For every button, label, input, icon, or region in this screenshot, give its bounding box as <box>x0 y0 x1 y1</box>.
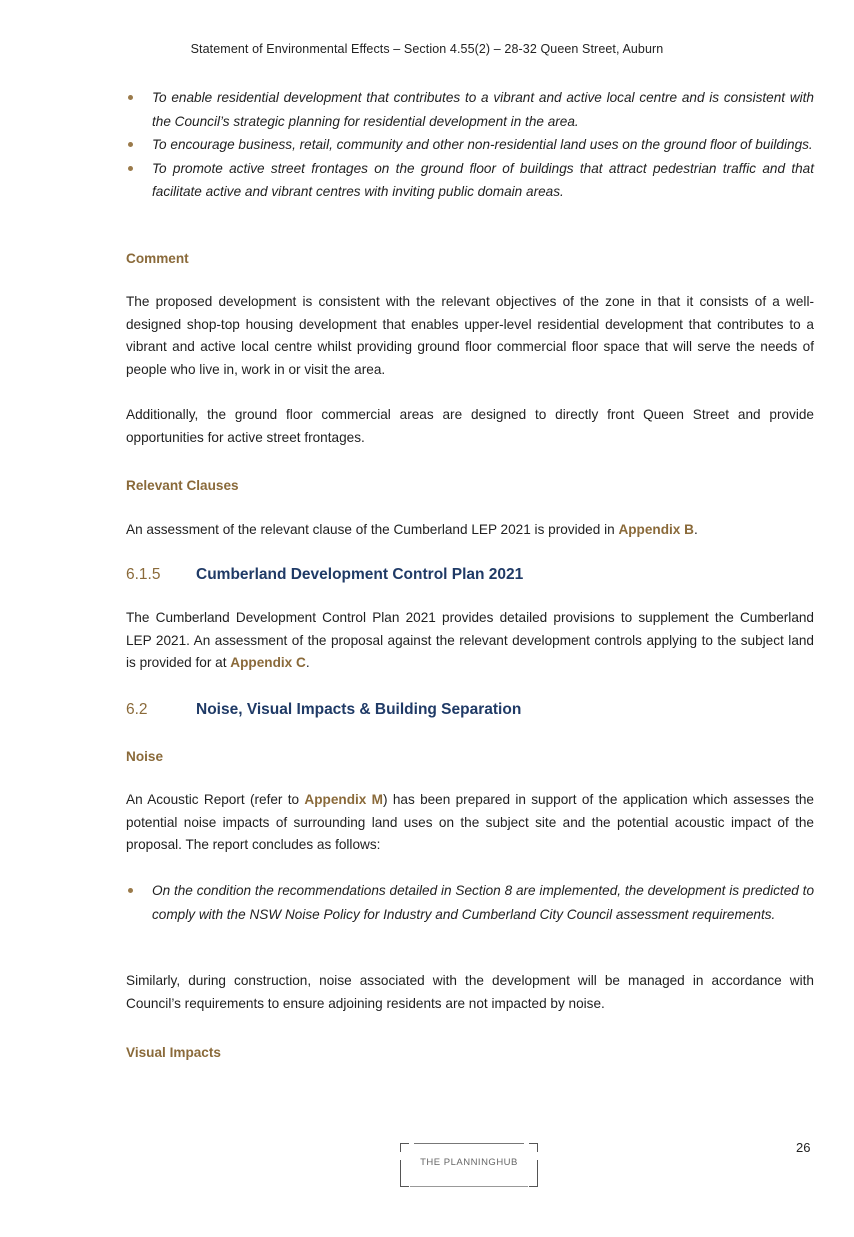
appendix-c-link[interactable]: Appendix C <box>230 655 306 670</box>
comment-paragraph: The proposed development is consistent with the relevant objectives of the zone in that it consists of a well-designed shop-top housing development that enables upper-level residential development that contributes to a vibrant and active local centre whilst providing ground floor commercial floor space that will serve the needs of people who live in, work in or visit the area. <box>126 294 814 377</box>
section-heading-6-1-5 <box>126 566 523 584</box>
bullet-icon <box>128 888 133 893</box>
list-item: To promote active street frontages on the ground floor of buildings that attract pedestrian traffic and that facilitate active and vibrant centres with inviting public domain areas. <box>126 157 814 204</box>
bullet-icon <box>128 142 133 147</box>
appendix-b-link[interactable]: Appendix B <box>618 522 694 537</box>
noise-heading: Noise <box>126 749 164 764</box>
section-heading-6-2 <box>126 701 521 719</box>
noise-paragraph: An Acoustic Report (refer to Appendix M) has been prepared in support of the application which assesses the potential noise impacts of surrounding land uses on the subject site and the potential acoustic impact of the proposal. The report concludes as follows: <box>126 792 814 852</box>
planninghub-logo <box>400 1143 538 1187</box>
relevant-clauses-paragraph: An assessment of the relevant clause of the Cumberland LEP 2021 is provided in Appendix B. <box>126 522 698 537</box>
comment-paragraph-2: Additionally, the ground floor commercial areas are designed to directly front Queen Street and provide opportunities for active street frontages. <box>126 407 814 445</box>
bullet-icon <box>128 166 133 171</box>
comment-heading: Comment <box>126 251 189 266</box>
section-number: 6.2 <box>126 701 148 718</box>
list-item: To encourage business, retail, community and other non-residential land uses on the ground floor of buildings. <box>126 133 814 157</box>
noise-quote-list <box>126 879 814 926</box>
dcp-paragraph: The Cumberland Development Control Plan 2021 provides detailed provisions to supplement the Cumberland LEP 2021. An assessment of the proposal against the relevant development controls applying to the subject land is provided for at Appendix C. <box>126 610 814 670</box>
section-number: 6.1.5 <box>126 566 161 583</box>
section-title: Cumberland Development Control Plan 2021 <box>196 566 524 583</box>
appendix-m-link[interactable]: Appendix M <box>304 792 383 807</box>
section-title: Noise, Visual Impacts & Building Separation <box>196 701 522 718</box>
relevant-clauses-heading: Relevant Clauses <box>126 478 239 493</box>
objectives-list <box>126 86 814 204</box>
construction-noise-paragraph: Similarly, during construction, noise associated with the development will be managed in accordance with Council’s requirements to ensure adjoining residents are not impacted by noise. <box>126 973 814 1011</box>
list-item: To enable residential development that contributes to a vibrant and active local centre and is consistent with the Council’s strategic planning for residential development in the area. <box>126 86 814 133</box>
logo-text: THE PLANNINGHUB <box>420 1157 518 1168</box>
bullet-icon <box>128 95 133 100</box>
list-item: On the condition the recommendations detailed in Section 8 are implemented, the development is predicted to comply with the NSW Noise Policy for Industry and Cumberland City Council assessment requirements. <box>126 879 814 926</box>
page-header: Statement of Environmental Effects – Section 4.55(2) – 28-32 Queen Street, Auburn <box>190 42 664 56</box>
visual-impacts-heading: Visual Impacts <box>126 1045 221 1060</box>
page-number: 26 <box>796 1140 811 1155</box>
